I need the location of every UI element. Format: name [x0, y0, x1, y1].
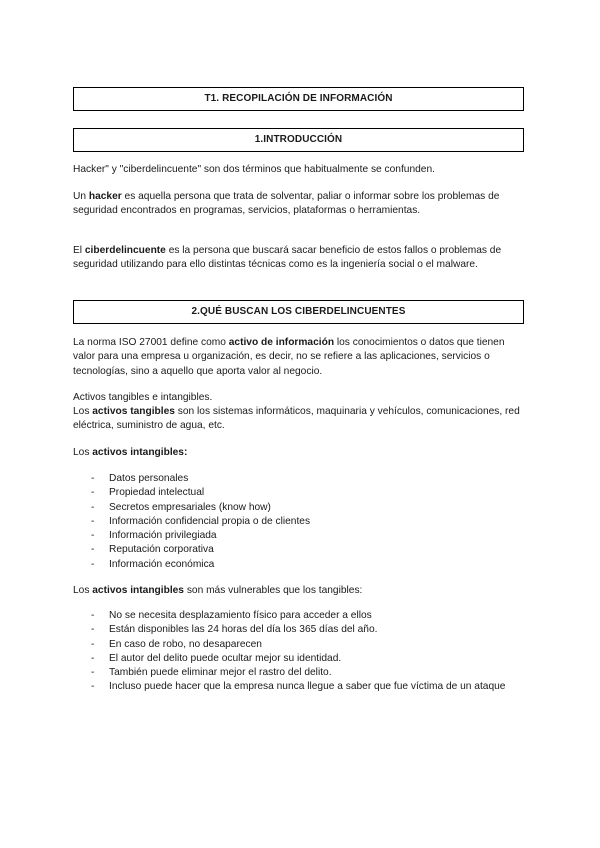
list-item-text: Información confidencial propia o de clientes — [109, 515, 311, 527]
section1-heading-box — [73, 128, 524, 152]
term-activos-intangibles: activos intangibles: — [92, 447, 188, 458]
text-run: Los — [73, 585, 93, 596]
list-item-text: También puede eliminar mejor el rastro del delito. — [109, 667, 332, 679]
list-item-text: Información privilegiada — [109, 530, 217, 542]
document-title: T1. RECOPILACIÓN DE INFORMACIÓN — [204, 93, 393, 104]
section2-heading: 2.QUÉ BUSCAN LOS CIBERDELINCUENTES — [191, 306, 406, 317]
dash-bullet: - — [91, 515, 95, 527]
text-run: El — [73, 245, 85, 256]
list-item — [73, 543, 533, 557]
vulnerable-intro — [73, 584, 533, 598]
activos-heading-line: Activos tangibles e intangibles. — [73, 392, 213, 403]
iso-paragraph — [73, 336, 528, 379]
dash-bullet: - — [91, 610, 95, 621]
text-run: Los — [73, 406, 93, 417]
text-run: Un — [73, 191, 89, 202]
vulnerable-list — [73, 609, 523, 695]
list-item — [73, 486, 533, 500]
section2-heading-box — [73, 300, 524, 324]
dash-bullet: - — [91, 667, 95, 679]
text-run: Los — [73, 447, 93, 458]
intangibles-intro — [73, 446, 533, 460]
list-item-text: El autor del delito puede ocultar mejor su identidad. — [109, 652, 342, 664]
list-item — [73, 638, 523, 652]
dash-bullet: - — [91, 501, 95, 513]
document-title-box — [73, 87, 524, 111]
list-item-text: Datos personales — [109, 473, 189, 484]
dash-bullet: - — [91, 681, 95, 693]
ciberdelincuente-paragraph — [73, 244, 528, 273]
list-item — [73, 680, 523, 694]
term-ciberdelincuente: ciberdelincuente — [84, 245, 166, 256]
term-activo-informacion: activo de información — [228, 337, 335, 348]
list-item-text: No se necesita desplazamiento físico para acceder a ellos — [109, 610, 372, 621]
term-activos-tangibles: activos tangibles — [92, 406, 175, 417]
term-activos-intangibles: activos intangibles — [92, 585, 184, 596]
term-hacker: hacker — [88, 191, 122, 202]
intangibles-list — [73, 472, 533, 572]
text-run: es aquella persona que trata de solventar, paliar o informar sobre los problemas de seguridad encontrados en programas, servicios, plataformas o herramientas. — [73, 191, 500, 217]
dash-bullet: - — [91, 544, 95, 556]
list-item — [73, 652, 523, 666]
tangibles-paragraph — [73, 405, 528, 434]
dash-bullet: - — [91, 652, 95, 664]
list-item-text: Secretos empresariales (know how) — [109, 501, 271, 513]
dash-bullet: - — [91, 530, 95, 542]
list-item — [73, 609, 523, 623]
list-item — [73, 472, 533, 486]
list-item-text: Propiedad intelectual — [109, 487, 205, 499]
dash-bullet: - — [91, 487, 95, 499]
list-item — [73, 623, 523, 637]
text-run: son los sistemas informáticos, maquinaria y vehículos, comunicaciones, red eléctrica, suministro de agua, etc. — [73, 406, 520, 432]
dash-bullet: - — [91, 473, 95, 484]
list-item — [73, 529, 533, 543]
dash-bullet: - — [91, 558, 95, 570]
list-item — [73, 501, 533, 515]
list-item — [73, 515, 533, 529]
list-item-text: Incluso puede hacer que la empresa nunca llegue a saber que fue víctima de un ataque — [109, 681, 506, 693]
list-item — [73, 558, 533, 572]
list-item — [73, 666, 523, 680]
section1-heading: 1.INTRODUCCIÓN — [254, 134, 343, 145]
text-run: La norma ISO 27001 define como — [73, 337, 229, 348]
text-run: son más vulnerables que los tangibles: — [183, 585, 363, 596]
dash-bullet: - — [91, 624, 95, 636]
intro-paragraph: Hacker" y "ciberdelincuente" son dos términos que habitualmente se confunden. — [73, 164, 435, 175]
list-item-text: Reputación corporativa — [109, 544, 214, 556]
list-item-text: Información económica — [109, 558, 215, 570]
text-run: es la persona que buscará sacar beneficio de estos fallos o problemas de seguridad utilizando para ello distintas técnicas como es la ingeniería social o el malware. — [73, 245, 502, 271]
text-run: los conocimientos o datos que tienen valor para una empresa u organización, es decir, no se refiere a las aplicaciones, servicios o tecnologías, sino a aquello que aporta valor al negocio. — [73, 337, 505, 377]
list-item-text: Están disponibles las 24 horas del día los 365 días del año. — [109, 624, 378, 636]
list-item-text: En caso de robo, no desaparecen — [109, 638, 262, 650]
hacker-paragraph — [73, 190, 528, 219]
dash-bullet: - — [91, 638, 95, 650]
